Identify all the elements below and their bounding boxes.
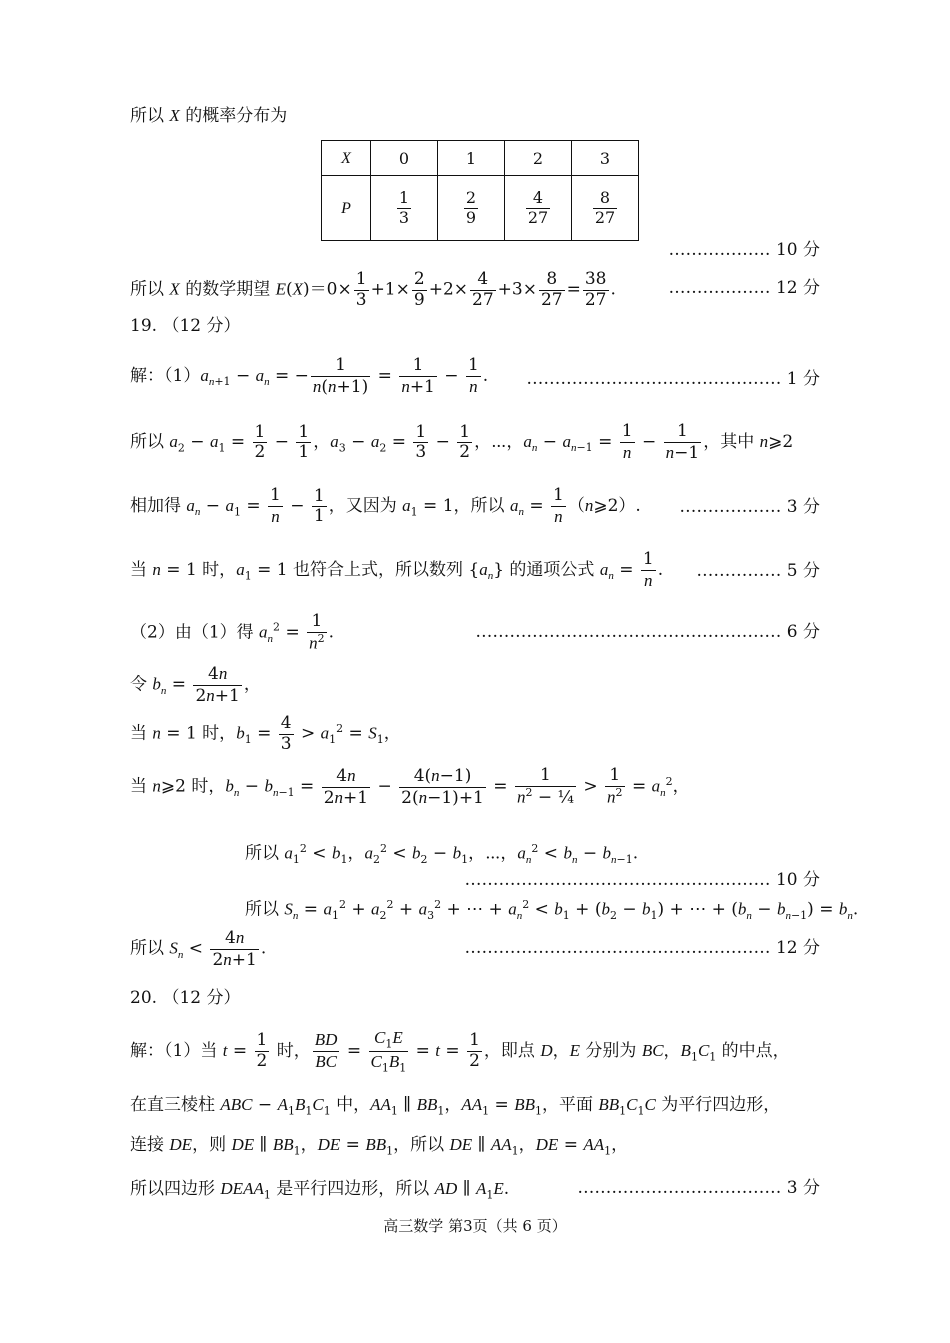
q20-step3: 连接 DE，则 DE ∥ $BB_1$，DE = $BB_1$，所以 DE ∥ $AA_1$，DE = $AA_1$， [130,1135,629,1158]
q19-ineq: 所以 $a_1^2 < b_1$，$a_2^2 < b_2 - b_1$，⋯，$a_n^2 < b_n - b_{n-1}$. [245,842,639,867]
q19-header: 19. （12 分） [130,316,241,336]
q19-n1: 当 n = 1 时，$b_1$ = $\frac{4}{3}$ > $a_1^2 = S_1$， [130,713,401,754]
score-line: ……………………………………… 1 分 [526,369,820,389]
q19-part2: （2）由（1）得 $a_n^2$ = $\frac{1}{n^2}$ . [130,611,335,653]
x-cell: 3 [572,141,639,176]
q20-header: 20. （12 分） [130,988,241,1008]
score-line: ……………… 10 分 [668,240,820,260]
q19-step3: 相加得 $a_n - a_1$ = $\frac{1}{n}$ − $\frac{1}{1}$ ，又因为 $a_1 = 1$，所以 $a_n$ = $\frac{1}{n}$ （n⩾2）. [130,485,641,527]
q19-step1: 解：$(1)a_{n+1} - a_n$ = − $\frac{1}{n(n+1)}$ = $\frac{1}{n+1}$ − $\frac{1}{n}$ . [130,355,489,397]
page-footer: 高三数学 第3页（共 6 页） [383,1217,567,1235]
score-line: …………… 5 分 [696,561,820,581]
q19-let-b: 令 $b_n$ = $\frac{4n}{2n+1}$ ， [130,664,261,706]
p-cell: $\frac{4}{27}$ [505,176,572,241]
score-line: ……………………………………………… 6 分 [475,622,820,642]
q19-n2: 当 n⩾2 时，$b_n - b_{n-1}$ = $\frac{4n}{2n+1}$ − $\frac{4(n-1)}{2(n-1)+1}$ = $\frac{1}{n^2 - \frac{1}{4}}$ > $\frac{1}{n^2}$ = $a_n^2$， [130,765,690,808]
q19-sum: 所以 $S_n = a_1^2 + a_2^2 + a_3^2$ + ⋯ + $a_n^2 < b_1 + (b_2 - b_1)$ + ⋯ + $(b_n - b_{n-1}) = b_n$. [245,898,859,923]
x-cell: 0 [371,141,438,176]
q19-conclusion: 所以 $S_n$ < $\frac{4n}{2n+1}$ . [130,928,267,970]
x-cell: 1 [438,141,505,176]
score-line: ……………… 3 分 [679,497,820,517]
q20-step1: 解：（1）当 t = $\frac{1}{2}$ 时， $\frac{BD}{BC}$ = $\frac{C_1E}{C_1B_1}$ = t = $\frac{1}{2}$ ，即点 D，E 分别为 BC，$B_1C_1$ 的中点， [130,1028,790,1075]
q19-step2: 所以 $a_2 - a_1$ = $\frac{1}{2}$ − $\frac{1}{1}$ ，$a_3 - a_2$ = $\frac{1}{3}$ − $\frac{1}{2}$ ，⋯，$a_n - a_{n-1}$ = $\frac{1}{n}$ − $\frac{1}{n-1}$ ，其中 n⩾2 [130,421,794,463]
table-row [322,141,639,176]
p-cell: $\frac{1}{3}$ [371,176,438,241]
distribution-intro: 所以 X 的概率分布为 [130,106,288,126]
score-line: ……………………………………………… 12 分 [464,938,820,958]
score-line: ……………………………………………… 10 分 [464,870,820,890]
table-row [322,176,639,241]
p-header: P [322,176,371,241]
x-cell: 2 [505,141,572,176]
q20-step2: 在直三棱柱 ABC − $A_1B_1C_1$ 中，$AA_1$ ∥ $BB_1$，$AA_1 = BB_1$，平面 $BB_1C_1C$ 为平行四边形， [130,1095,781,1118]
x-header: X [322,141,371,176]
expectation-line: 所以 X 的数学期望 E(X)＝0× $\frac{1}{3}$ +1× $\frac{2}{9}$ +2× $\frac{4}{27}$ +3× $\frac{8}{27}$ = $\frac{38}{27}$ . [130,269,616,310]
p-cell: $\frac{2}{9}$ [438,176,505,241]
p-cell: $\frac{8}{27}$ [572,176,639,241]
probability-table [321,140,639,241]
q20-step4: 所以四边形 $DEAA_1$ 是平行四边形，所以 AD ∥ $A_1E$. [130,1179,510,1202]
score-line: ……………… 12 分 [668,278,820,298]
q19-step4: 当 n = 1 时，$a_1 = 1$ 也符合上式，所以数列 $\{a_n\}$ 的通项公式 $a_n$ = $\frac{1}{n}$ . [130,549,664,590]
score-line: ……………………………… 3 分 [577,1178,820,1198]
